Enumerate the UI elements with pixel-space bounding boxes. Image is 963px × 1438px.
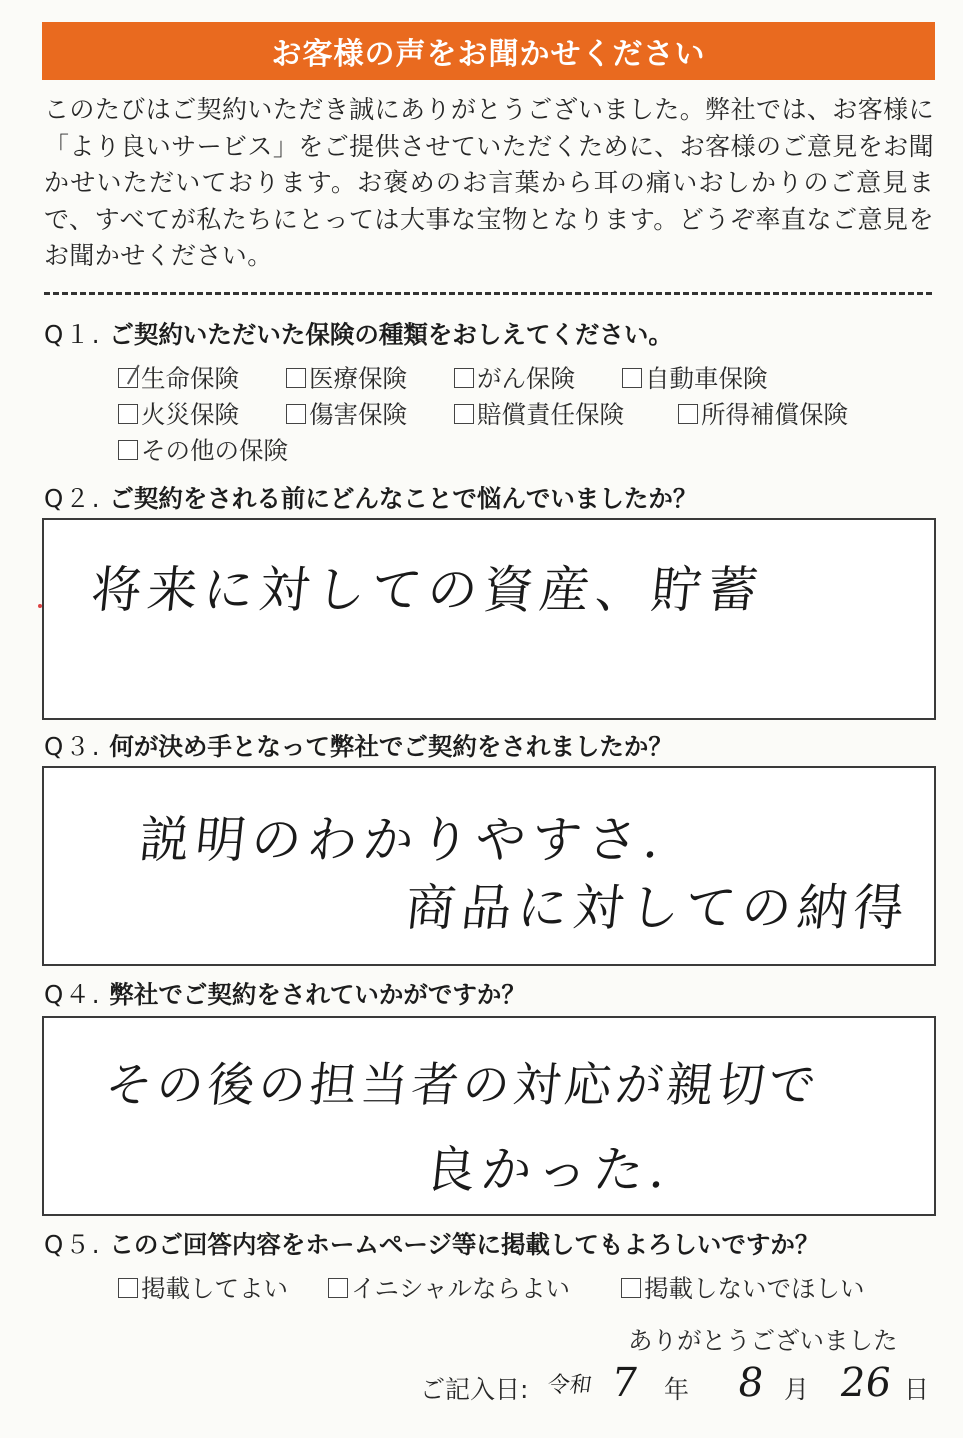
q1-option-medical[interactable]: 医療保険 [286,360,407,395]
q1-option-liability[interactable]: 賠償責任保険 [454,396,624,431]
date-year[interactable]: 7 [608,1360,641,1406]
q5-option-initials[interactable]: イニシャルならよい [328,1270,570,1305]
q1-option-cancer[interactable]: がん保険 [454,360,575,395]
checkbox-icon[interactable] [678,404,698,424]
q3-number: Q３. [44,732,102,761]
thanks-text: ありがとうございました [628,1326,898,1355]
checkbox-icon[interactable] [328,1278,348,1298]
q1-text: ご契約いただいた保険の種類をおしえてください。 [109,320,673,349]
date-year-unit: 年 [664,1375,690,1404]
q1-option-income[interactable]: 所得補償保険 [678,396,848,431]
date-label: ご記入日: [420,1375,529,1404]
q4-number: Q４. [44,980,102,1009]
q1-option-life[interactable]: 生命保険 [118,360,239,395]
q3-answer-line-2: 商品に対しての納得 [402,879,913,937]
header-banner [42,22,935,80]
q2-text: ご契約をされる前にどんなことで悩んでいましたか？ [109,484,698,513]
q3-answer-line-1: 説明のわかりやすさ. [136,811,669,869]
q4-title [44,976,526,1011]
q2-answer: 将来に対しての資産、貯蓄 [88,561,767,619]
checkbox-icon[interactable] [118,368,138,388]
checkbox-icon[interactable] [286,404,306,424]
q3-title [44,728,673,763]
checkbox-icon[interactable] [454,368,474,388]
q1-title [44,316,673,351]
checkbox-icon[interactable] [118,404,138,424]
q4-answer-box[interactable] [42,1016,936,1216]
checkbox-icon[interactable] [622,368,642,388]
q3-answer-box[interactable] [42,766,936,966]
dashed-divider [44,292,932,295]
header-title: お客様の声をお聞かせください [271,37,706,72]
checkbox-icon[interactable] [621,1278,641,1298]
q5-option-no[interactable]: 掲載しないでほしい [621,1270,865,1305]
q5-title [44,1226,819,1261]
red-mark [38,604,42,608]
q2-title [44,480,697,515]
q1-option-injury[interactable]: 傷害保険 [286,396,407,431]
date-era: 令和 [545,1373,594,1398]
q1-option-fire[interactable]: 火災保険 [118,396,239,431]
q4-answer-line-2: 良かった. [422,1141,675,1199]
date-day[interactable]: 26 [836,1360,895,1406]
date-month[interactable]: 8 [734,1360,767,1406]
checkbox-icon[interactable] [454,404,474,424]
checkbox-icon[interactable] [286,368,306,388]
q1-option-other[interactable]: その他の保険 [118,432,288,467]
date-month-unit: 月 [784,1375,810,1404]
q1-number: Q１. [44,320,102,349]
q2-number: Q２. [44,484,102,513]
q5-text: このご回答内容をホームページ等に掲載してもよろしいですか？ [109,1230,820,1259]
q1-option-auto[interactable]: 自動車保険 [622,360,768,395]
q5-option-ok[interactable]: 掲載してよい [118,1270,288,1305]
date-day-unit: 日 [904,1375,930,1404]
q4-text: 弊社でご契約をされていかがですか？ [109,980,526,1009]
checkbox-icon[interactable] [118,440,138,460]
q4-answer-line-1: その後の担当者の対応が親切で [102,1058,823,1113]
q3-text: 何が決め手となって弊社でご契約をされましたか？ [109,732,673,761]
intro-paragraph: このたびはご契約いただき誠にありがとうございました。弊社では、お客様に「より良いサービス」をご提供させていただくために、お客様のご意見をお聞かせいただいております。お褒めのお言葉から耳の痛いおしかりのご意見まで、すべてが私たちにとっては大事な宝物となります。どうぞ率直なご意見をお聞かせください。 [44,95,934,270]
checkbox-icon[interactable] [118,1278,138,1298]
q5-number: Q５. [44,1230,102,1259]
q2-answer-box[interactable] [42,518,936,720]
